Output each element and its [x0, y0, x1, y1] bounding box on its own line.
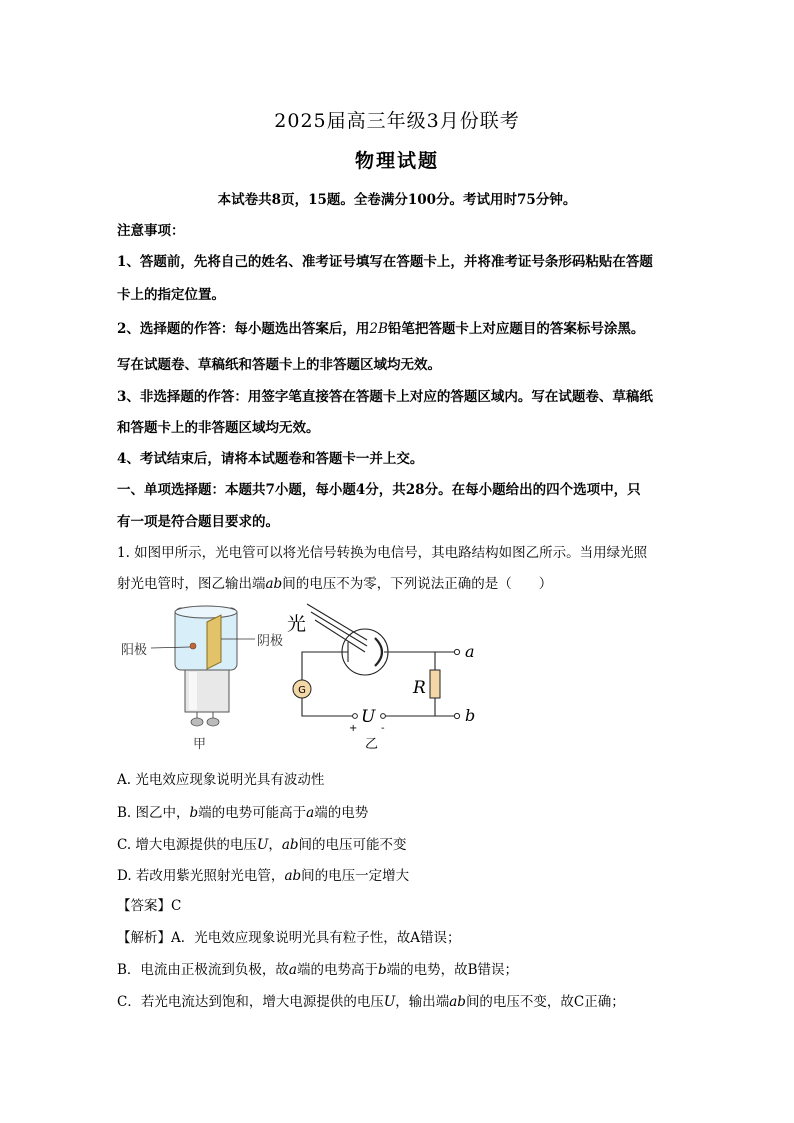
plus-label: + — [349, 723, 358, 734]
option-c — [117, 833, 697, 853]
resistor-symbol — [430, 670, 440, 698]
question-1-stem-line-2 — [117, 572, 697, 592]
stem-text-a: 射光电管时，图乙输出端 — [117, 576, 266, 592]
figure-yi-label: 乙 — [365, 737, 379, 752]
answer-label: 【答案】 — [117, 898, 171, 914]
analysis-c-var-ab: ab — [449, 994, 466, 1010]
option-a: A. 光电效应现象说明光具有波动性 — [117, 772, 325, 788]
analysis-b-text-3: 端的电势，故B错误； — [386, 962, 519, 978]
subject-title: 物理试题 — [354, 150, 439, 172]
option-d-text-2: 间的电压一定增大 — [301, 868, 410, 884]
option-c-var-u: U — [256, 837, 269, 853]
answer-line — [117, 894, 697, 914]
voltage-label: U — [361, 707, 376, 727]
source-minus-dot — [381, 714, 386, 719]
note-3-line-1: 3、非选择题的作答：用签字笔直接答在答题卡上对应的答题区域内。写在试题卷、草稿纸 — [117, 389, 653, 405]
note-4: 4、考试结束后，请将本试题卷和答题卡一并上交。 — [117, 451, 424, 467]
note-1-line-2: 卡上的指定位置。 — [117, 287, 225, 303]
stem-text-b: 间的电压不为零，下列说法正确的是（ ） — [282, 576, 553, 592]
cathode-label: 阴极 — [257, 634, 284, 649]
note-2-text-a: 2、选择题的作答：每小题选出答案后，用 — [117, 321, 370, 337]
option-c-text-1: C. 增大电源提供的电压 — [117, 837, 257, 853]
analysis-b-var-a: a — [288, 962, 297, 978]
figure-jia-label: 甲 — [193, 737, 207, 752]
circuit-drawing — [302, 604, 457, 716]
option-b — [117, 801, 697, 821]
analysis-line-b — [117, 958, 697, 978]
notes-heading: 注意事项： — [117, 223, 185, 239]
exam-info: 本试卷共8页，15题。全卷满分100分。考试用时75分钟。 — [217, 192, 577, 208]
analysis-b-text-1: B．电流由正极流到负极，故 — [117, 962, 289, 978]
analysis-b-var-b: b — [377, 962, 387, 978]
exam-title: 2025届高三年级3月份联考 — [274, 110, 520, 132]
option-d-var-ab: ab — [284, 868, 302, 884]
analysis-c-text-3: 间的电压不变，故C正确； — [465, 994, 625, 1010]
option-d-text-1: D. 若改用紫光照射光电管， — [117, 868, 285, 884]
terminal-b-dot — [454, 713, 459, 718]
minus-label: - — [381, 723, 385, 734]
option-c-text-2: ， — [268, 837, 282, 853]
note-2-text-b: 铅笔把答题卡上对应题目的答案标号涂黑。 — [387, 321, 645, 337]
analysis-line-a — [117, 926, 697, 946]
note-3-line-2: 和答题卡上的非答题区域均无效。 — [117, 420, 320, 436]
analysis-line-c — [117, 990, 697, 1010]
analysis-c-var-u: U — [383, 994, 396, 1010]
terminal-b-label: b — [465, 706, 476, 725]
resistor-label: R — [413, 678, 426, 698]
analysis-b-text-2: 端的电势高于 — [296, 962, 378, 978]
analysis-c-text-2: ，输出端 — [395, 994, 450, 1010]
option-b-text-1: B. 图乙中， — [117, 805, 190, 821]
note-2-line-2: 写在试题卷、草稿纸和答题卡上的非答题区域均无效。 — [117, 357, 441, 373]
option-d — [117, 864, 697, 884]
answer-value: C — [171, 898, 182, 914]
option-b-text-3: 端的电势 — [314, 805, 369, 821]
section-title-line-2: 有一项是符合题目要求的。 — [117, 514, 279, 530]
option-b-var-b: b — [189, 805, 199, 821]
analysis-label: 【解析】 — [117, 930, 171, 946]
option-c-text-3: 间的电压可能不变 — [298, 837, 407, 853]
source-plus-dot — [353, 714, 358, 719]
photoelectric-figure — [117, 600, 507, 760]
option-b-text-2: 端的电势可能高于 — [198, 805, 307, 821]
phototube-drawing — [151, 606, 255, 726]
section-title-line-1: 一、单项选择题：本题共7小题，每小题4分，共28分。在每小题给出的四个选项中，只 — [117, 482, 641, 498]
anode-label: 阳极 — [121, 643, 148, 658]
analysis-a-text: A．光电效应现象说明光具有粒子性，故A错误； — [171, 930, 461, 946]
option-b-var-a: a — [306, 805, 315, 821]
terminal-a-dot — [454, 649, 459, 654]
analysis-c-text-1: C．若光电流达到饱和，增大电源提供的电压 — [117, 994, 384, 1010]
note-2-pencil-var: 2B — [369, 321, 388, 337]
note-2-line-1 — [117, 317, 697, 337]
question-1-stem-line-1: 1. 如图甲所示，光电管可以将光信号转换为电信号，其电路结构如图乙所示。当用绿光照 — [117, 545, 648, 561]
option-c-var-ab: ab — [281, 837, 299, 853]
galvanometer-label: G — [298, 685, 306, 696]
light-label: 光 — [287, 613, 307, 635]
terminal-a-label: a — [465, 642, 475, 661]
note-1-line-1: 1、答题前，先将自己的姓名、准考证号填写在答题卡上，并将准考证号条形码粘贴在答题 — [117, 254, 653, 270]
stem-var-ab: ab — [265, 576, 283, 592]
